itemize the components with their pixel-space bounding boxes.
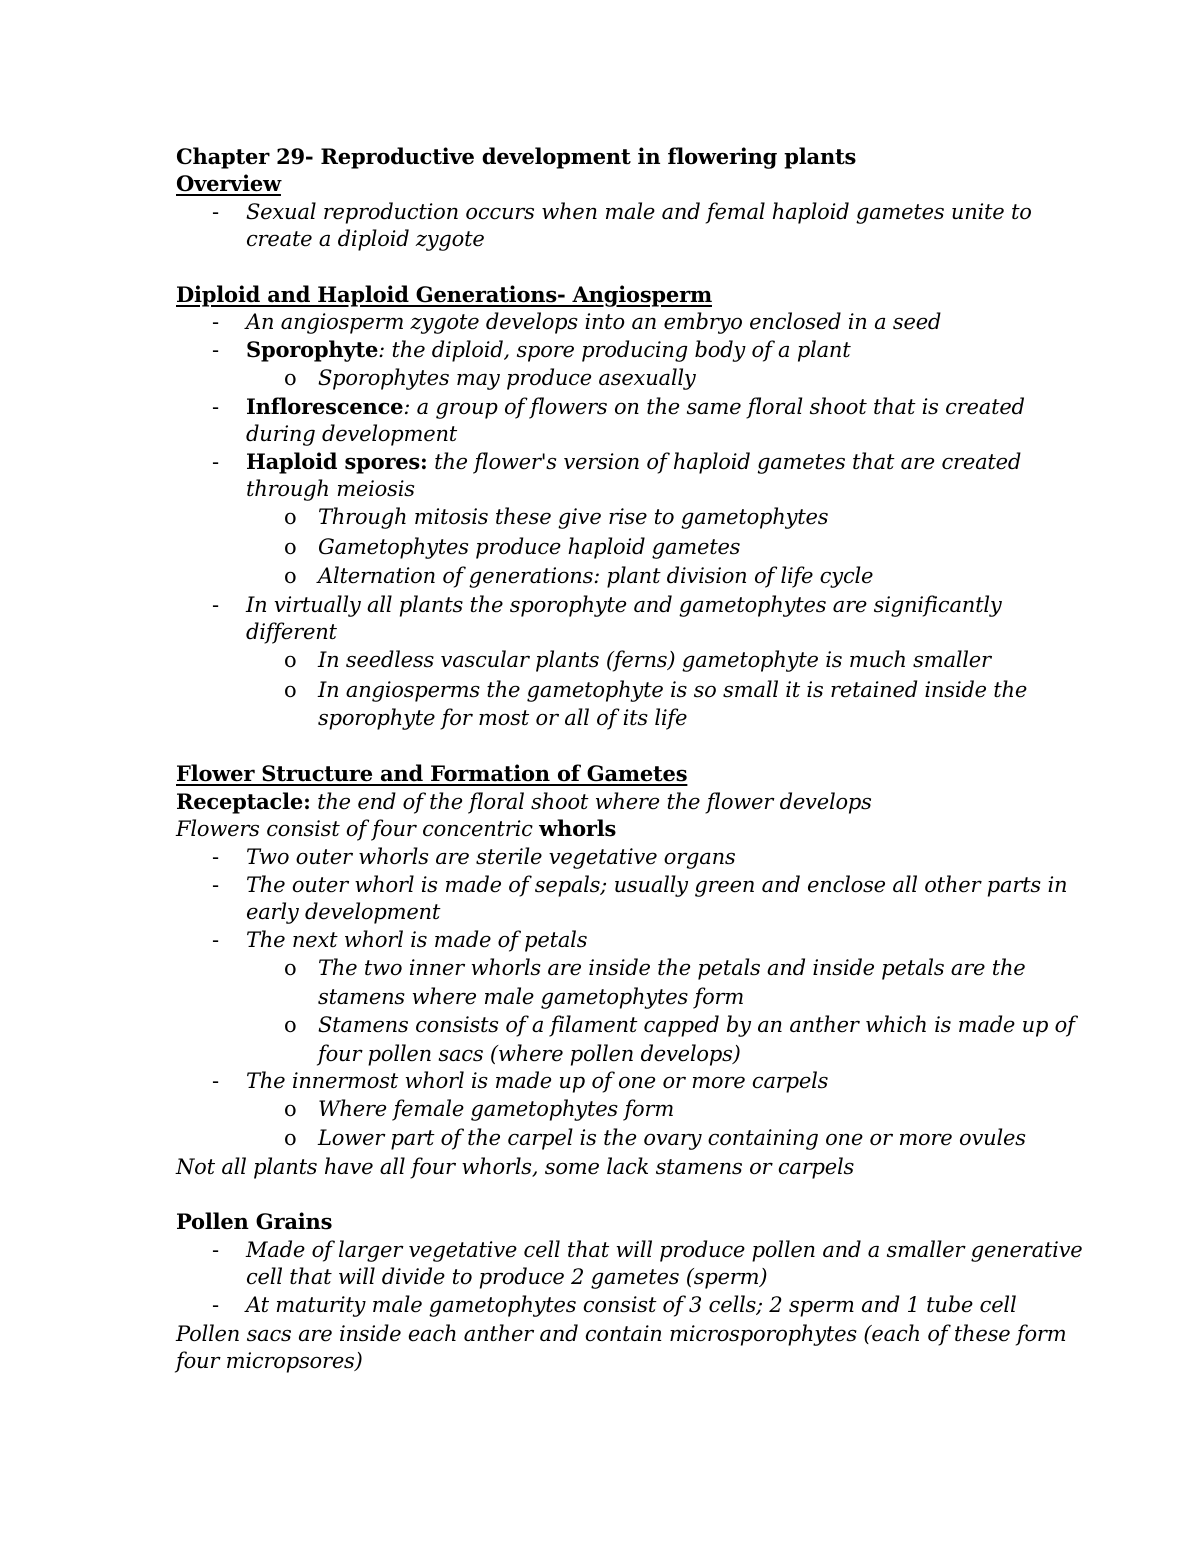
term-whorls: whorls — [539, 816, 617, 841]
section-heading-pollen: Pollen Grains — [176, 1209, 333, 1234]
sub-list-item: Through mitosis these give rise to gametophytes — [318, 505, 829, 529]
definition: the end of the floral shoot where the flower develops — [310, 790, 872, 814]
section-heading-flower: Flower Structure and Formation of Gametes — [176, 761, 688, 786]
term-receptacle: Receptacle: — [176, 789, 311, 814]
paragraph-line: four micropsores) — [176, 1349, 363, 1373]
list-item-continuation: create a diploid zygote — [246, 227, 485, 251]
bullet-dash: - — [212, 338, 220, 362]
list-item-continuation: during development — [246, 422, 458, 446]
list-item — [246, 393, 1025, 421]
sub-list-item: Stamens consists of a filament capped by an anther which is made up of — [318, 1013, 1075, 1037]
sub-list-item-continuation: stamens where male gametophytes form — [318, 985, 745, 1009]
list-item: Two outer whorls are sterile vegetative organs — [246, 845, 736, 869]
sub-list-item-continuation: four pollen sacs (where pollen develops) — [318, 1042, 741, 1066]
bullet-circle: o — [284, 564, 297, 588]
list-item: Sexual reproduction occurs when male and femal haploid gametes unite to — [246, 200, 1032, 224]
definition: : the diploid, spore producing body of a plant — [378, 338, 851, 362]
bullet-circle: o — [284, 366, 297, 390]
sub-list-item: The two inner whorls are inside the petals and inside petals are the — [318, 956, 1026, 980]
bullet-dash: - — [212, 450, 220, 474]
bullet-dash: - — [212, 395, 220, 419]
paragraph-line: Not all plants have all four whorls, some lack stamens or carpels — [176, 1155, 855, 1179]
bullet-circle: o — [284, 1097, 297, 1121]
definition: the flower's version of haploid gametes that are created — [427, 450, 1022, 474]
list-item: At maturity male gametophytes consist of 3 cells; 2 sperm and 1 tube cell — [246, 1293, 1017, 1317]
list-item-continuation: through meiosis — [246, 477, 415, 501]
list-item: An angiosperm zygote develops into an embryo enclosed in a seed — [246, 310, 942, 334]
paragraph-line — [176, 815, 616, 843]
paragraph-line: Pollen sacs are inside each anther and contain microsporophytes (each of these form — [176, 1322, 1067, 1346]
bullet-circle: o — [284, 535, 297, 559]
list-item: The innermost whorl is made up of one or more carpels — [246, 1069, 829, 1093]
term-sporophyte: Sporophyte — [246, 337, 379, 362]
bullet-circle: o — [284, 1126, 297, 1150]
section-heading-overview: Overview — [176, 171, 281, 196]
definition: : a group of flowers on the same floral shoot that is created — [403, 395, 1025, 419]
list-item: In virtually all plants the sporophyte and gametophytes are significantly — [246, 593, 1002, 617]
text: Flowers consist of four concentric — [176, 817, 540, 841]
list-item-continuation: cell that will divide to produce 2 gametes (sperm) — [246, 1265, 768, 1289]
bullet-circle: o — [284, 648, 297, 672]
section-heading-diploid: Diploid and Haploid Generations- Angiosperm — [176, 282, 712, 307]
bullet-dash: - — [212, 593, 220, 617]
sub-list-item: Alternation of generations: plant division of life cycle — [318, 564, 874, 588]
term-inflorescence: Inflorescence — [246, 394, 404, 419]
bullet-circle: o — [284, 1013, 297, 1037]
list-item: The outer whorl is made of sepals; usually green and enclose all other parts in — [246, 873, 1068, 897]
list-item — [246, 336, 850, 364]
sub-list-item: In seedless vascular plants (ferns) gametophyte is much smaller — [318, 648, 991, 672]
list-item-continuation: early development — [246, 900, 441, 924]
sub-list-item: Gametophytes produce haploid gametes — [318, 535, 741, 559]
bullet-circle: o — [284, 678, 297, 702]
sub-list-item: Lower part of the carpel is the ovary containing one or more ovules — [318, 1126, 1026, 1150]
bullet-circle: o — [284, 956, 297, 980]
bullet-dash: - — [212, 845, 220, 869]
list-item: Made of larger vegetative cell that will produce pollen and a smaller generative — [246, 1238, 1083, 1262]
list-item — [246, 448, 1021, 476]
term-haploid-spores: Haploid spores: — [246, 449, 428, 474]
bullet-dash: - — [212, 1238, 220, 1262]
bullet-dash: - — [212, 1069, 220, 1093]
sub-list-item: In angiosperms the gametophyte is so small it is retained inside the — [318, 678, 1028, 702]
page-title: Chapter 29- Reproductive development in flowering plants — [176, 144, 857, 169]
bullet-circle: o — [284, 505, 297, 529]
bullet-dash: - — [212, 928, 220, 952]
bullet-dash: - — [212, 873, 220, 897]
sub-list-item-continuation: sporophyte for most or all of its life — [318, 706, 688, 730]
paragraph-line — [176, 788, 872, 816]
bullet-dash: - — [212, 1293, 220, 1317]
list-item-continuation: different — [246, 620, 337, 644]
bullet-dash: - — [212, 310, 220, 334]
sub-list-item: Sporophytes may produce asexually — [318, 366, 696, 390]
list-item: The next whorl is made of petals — [246, 928, 588, 952]
bullet-dash: - — [212, 200, 220, 224]
sub-list-item: Where female gametophytes form — [318, 1097, 675, 1121]
